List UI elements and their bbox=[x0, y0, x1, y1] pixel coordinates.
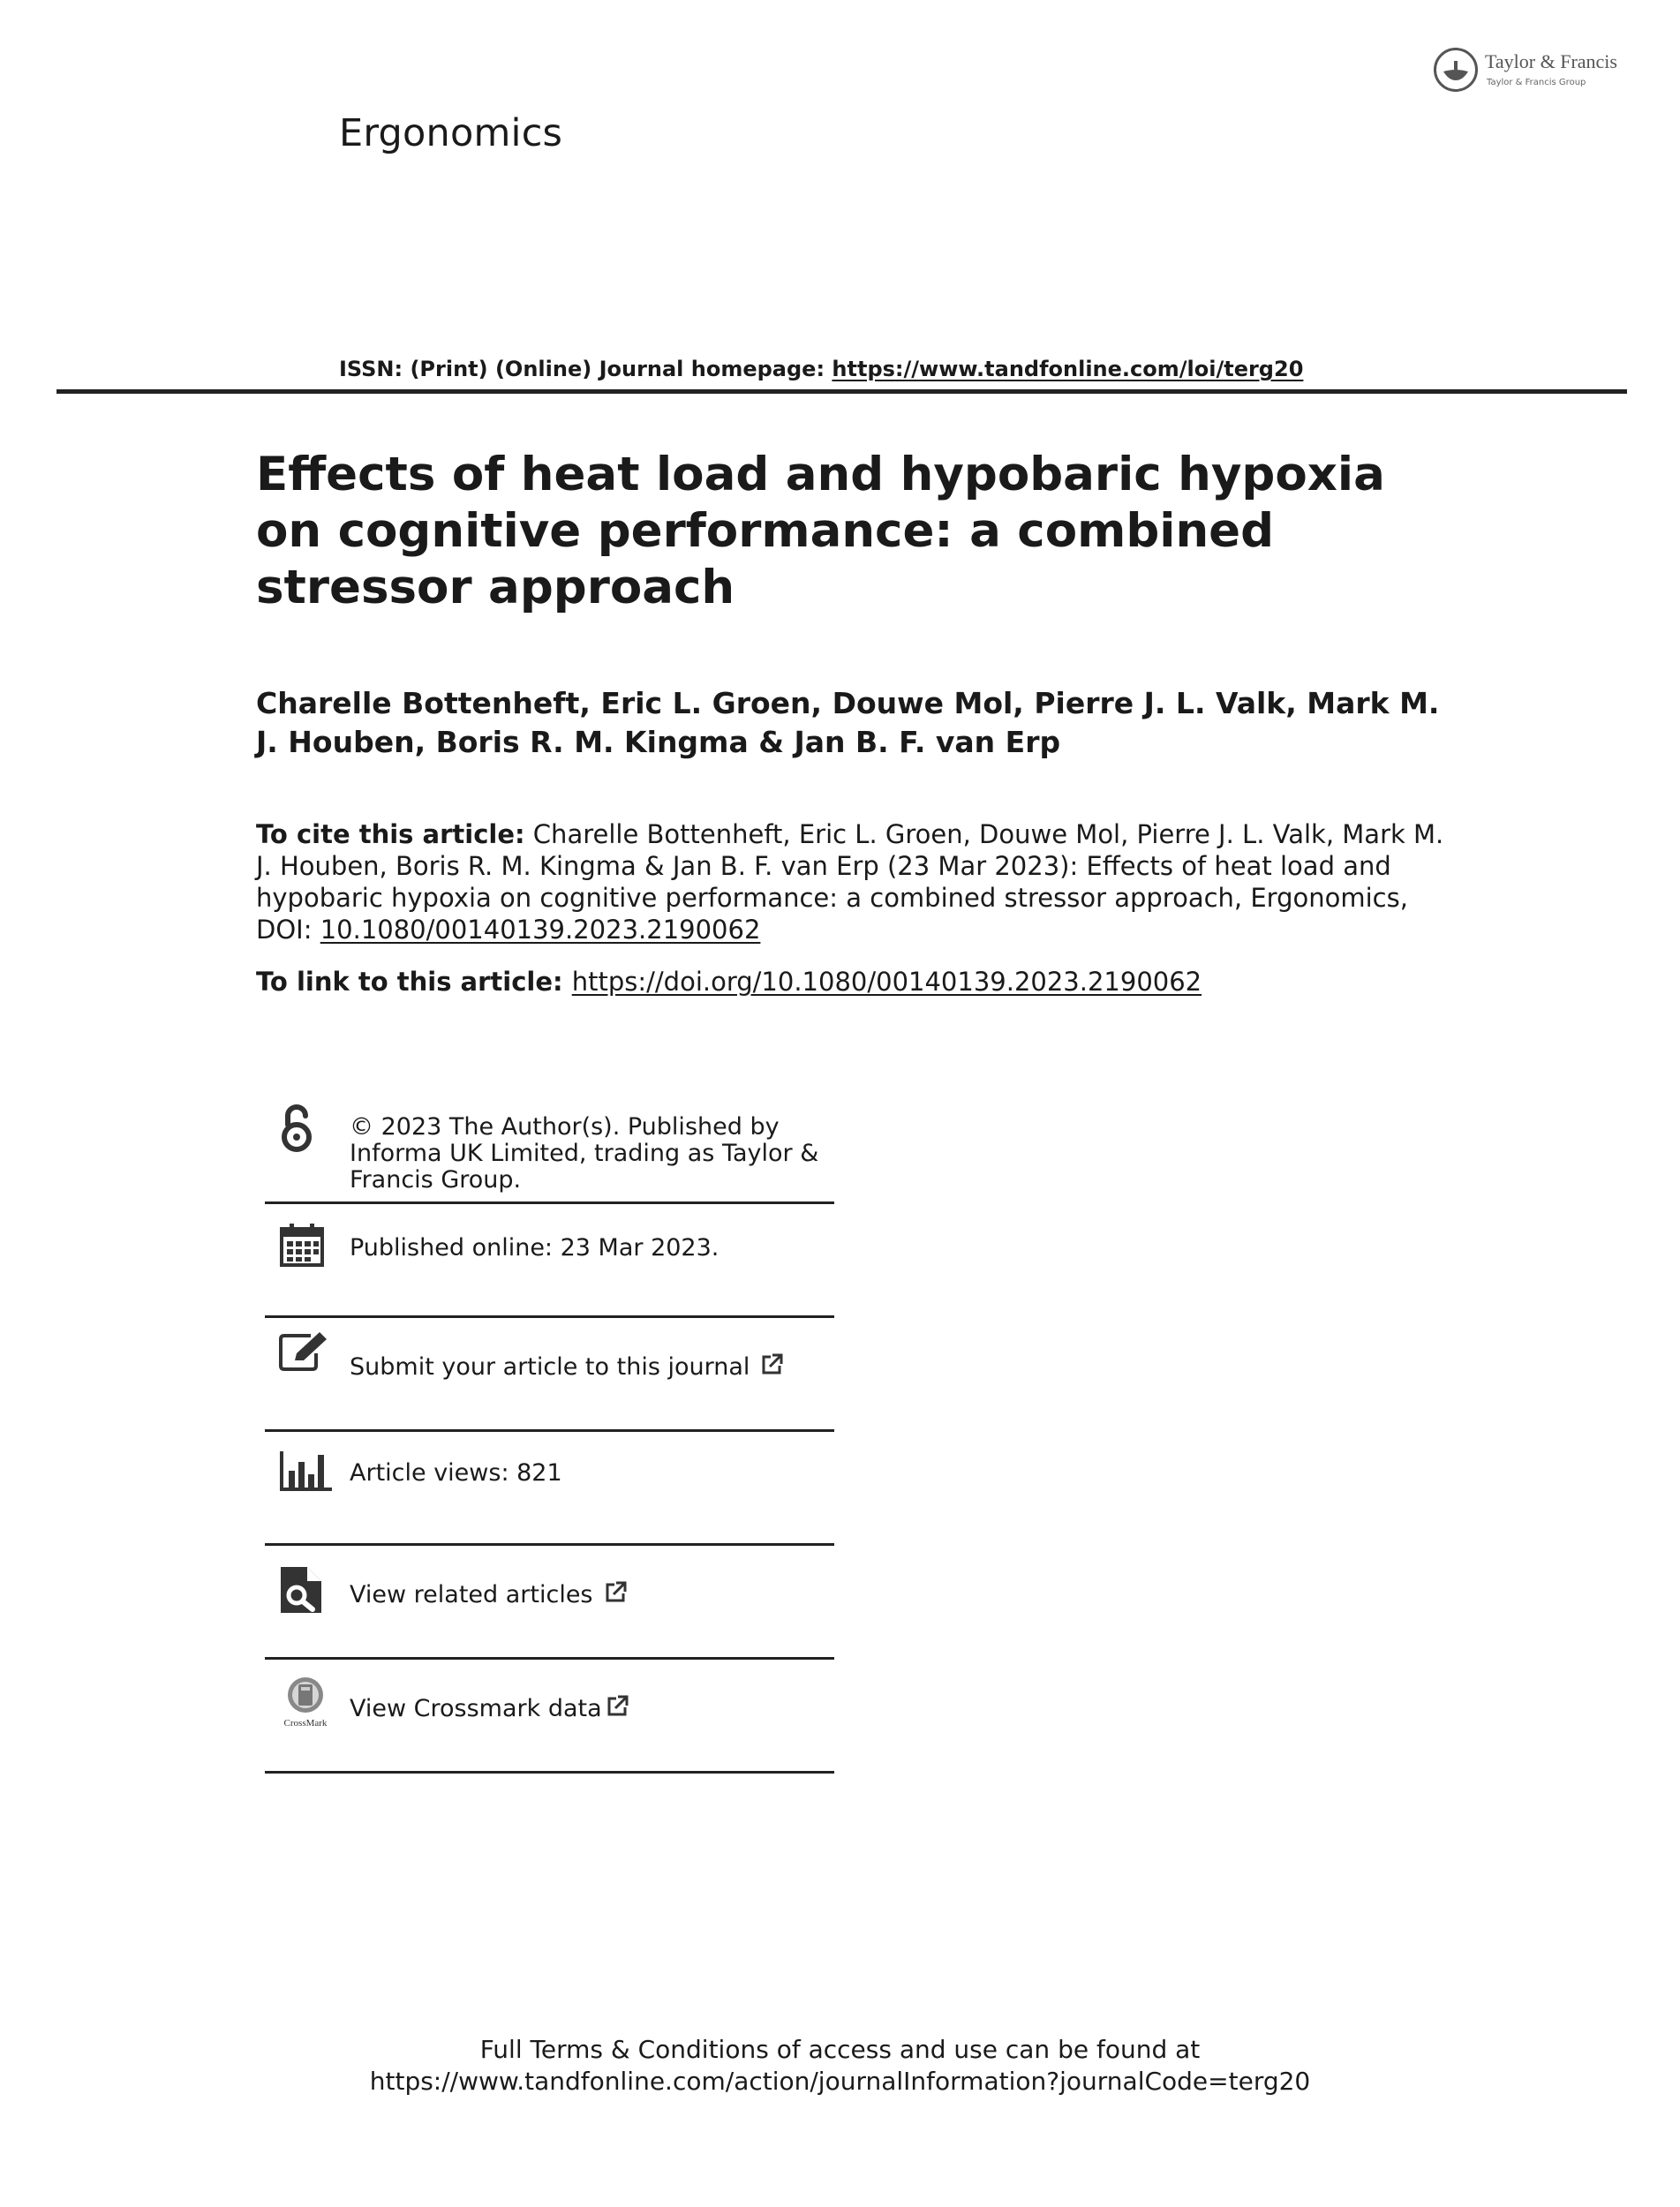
view-crossmark-link[interactable] bbox=[350, 1695, 844, 1724]
open-access-icon bbox=[279, 1104, 314, 1158]
header-divider bbox=[57, 389, 1627, 394]
article-link-line bbox=[256, 967, 1202, 997]
submit-article-link[interactable] bbox=[350, 1353, 844, 1382]
edit-icon bbox=[279, 1330, 328, 1376]
terms-footer bbox=[0, 2034, 1680, 2098]
open-access-row bbox=[265, 1095, 834, 1204]
external-link-icon bbox=[760, 1353, 783, 1382]
related-articles-label: View related articles bbox=[350, 1581, 593, 1608]
terms-footer-url[interactable]: https://www.tandfonline.com/action/journalInformation?journalCode=terg20 bbox=[369, 2067, 1311, 2096]
submit-row[interactable] bbox=[265, 1318, 834, 1432]
publisher-logo-icon bbox=[1434, 48, 1478, 92]
publisher-name: Taylor & Francis bbox=[1485, 50, 1617, 72]
bar-chart-icon bbox=[279, 1451, 332, 1495]
publisher-logo bbox=[1434, 46, 1639, 97]
crossmark-label: CrossMark bbox=[283, 1718, 328, 1729]
terms-footer-line1: Full Terms & Conditions of access and use can be found at bbox=[479, 2035, 1201, 2064]
article-link-label: To link to this article: bbox=[256, 967, 572, 997]
journal-title: Ergonomics bbox=[339, 111, 563, 155]
issn-line bbox=[339, 357, 1303, 381]
crossmark-row[interactable] bbox=[265, 1660, 834, 1774]
external-link-icon bbox=[606, 1695, 629, 1724]
issn-label: ISSN: (Print) (Online) Journal homepage: bbox=[339, 357, 832, 381]
article-views-row bbox=[265, 1432, 834, 1546]
external-link-icon bbox=[604, 1581, 627, 1610]
crossmark-data-label: View Crossmark data bbox=[350, 1695, 602, 1722]
article-doi-url[interactable]: https://doi.org/10.1080/00140139.2023.2190062 bbox=[571, 967, 1202, 997]
journal-homepage-link[interactable]: https://www.tandfonline.com/loi/terg20 bbox=[832, 357, 1304, 381]
published-row bbox=[265, 1204, 834, 1318]
publisher-group: Taylor & Francis Group bbox=[1487, 78, 1586, 87]
published-date-text: Published online: 23 Mar 2023. bbox=[350, 1234, 719, 1262]
view-related-articles-link[interactable] bbox=[350, 1581, 844, 1610]
article-info-panel bbox=[265, 1095, 834, 1774]
citation-text: Charelle Bottenheft, Eric L. Groen, Douwe Mol, Pierre J. L. Valk, Mark M. J. Houben, Boris R. M. Kingma & Jan B. F. van Erp (23 Mar 2023): Effects of heat load and hypobaric hypoxia on cognitive performance: a combined stressor approach, Ergonomics, DOI: bbox=[256, 819, 1444, 945]
search-document-icon bbox=[279, 1565, 325, 1618]
citation-doi-link[interactable]: 10.1080/00140139.2023.2190062 bbox=[320, 915, 761, 945]
citation-label: To cite this article: bbox=[256, 819, 525, 849]
calendar-icon bbox=[279, 1222, 325, 1271]
crossmark-icon bbox=[279, 1676, 332, 1729]
submit-article-label: Submit your article to this journal bbox=[350, 1353, 750, 1381]
related-articles-row[interactable] bbox=[265, 1546, 834, 1660]
article-title: Effects of heat load and hypobaric hypoxia on cognitive performance: a combined stressor approach bbox=[256, 448, 1385, 614]
copyright-text: © 2023 The Author(s). Published by Informa UK Limited, trading as Taylor & Francis Group. bbox=[350, 1113, 819, 1194]
citation-block bbox=[256, 818, 1448, 945]
article-views-text: Article views: 821 bbox=[350, 1459, 562, 1487]
article-authors: Charelle Bottenheft, Eric L. Groen, Douwe Mol, Pierre J. L. Valk, Mark M. J. Houben, Boris R. M. Kingma & Jan B. F. van Erp bbox=[256, 686, 1440, 759]
